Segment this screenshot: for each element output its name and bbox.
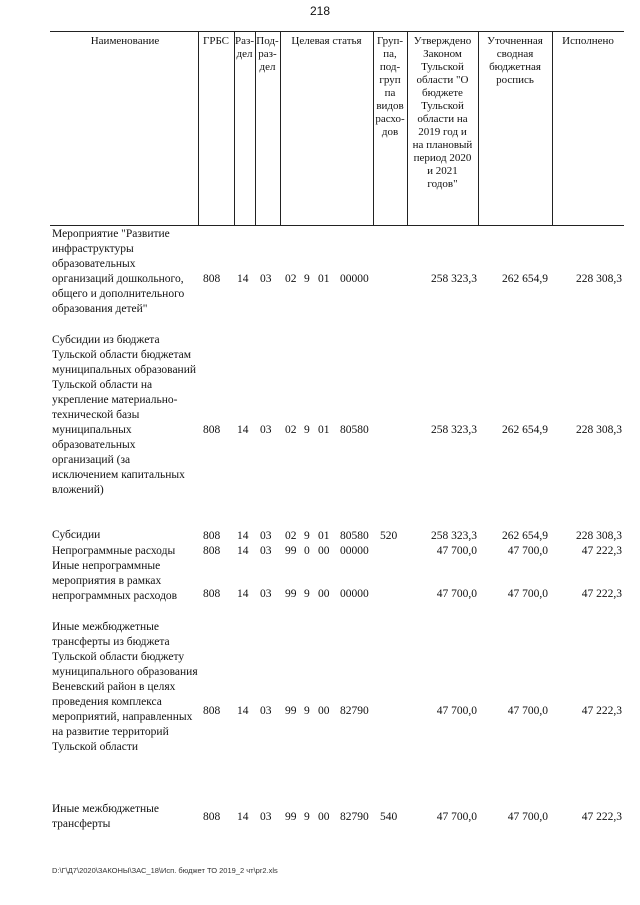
header-razdel: Раз- дел	[234, 35, 254, 60]
row-name: Субсидии	[52, 529, 101, 541]
row-approved: 47 700,0	[436, 811, 477, 823]
row-target-4: 00000	[340, 588, 369, 600]
header-expense-group: Груп- па, под- груп па видов расхо- дов	[375, 35, 405, 138]
row-grbs: 808	[203, 530, 221, 542]
row-target-4: 80580	[340, 530, 369, 542]
row-executed: 47 222,3	[581, 588, 622, 600]
row-target-3: 00	[318, 705, 330, 717]
row-refined: 47 700,0	[507, 588, 548, 600]
header-name: Наименование	[90, 35, 160, 47]
row-razdel: 14	[237, 545, 249, 557]
row-podrazdel: 03	[260, 273, 272, 285]
row-refined: 47 700,0	[507, 705, 548, 717]
header-bottom-rule	[50, 225, 624, 226]
row-name: Непрограммные расходы	[52, 545, 176, 557]
row-grbs: 808	[203, 811, 221, 823]
row-refined: 262 654,9	[502, 273, 548, 285]
header-refined: Уточненная сводная бюджетная роспись	[487, 35, 543, 86]
header-grbs: ГРБС	[202, 35, 230, 47]
row-razdel: 14	[237, 424, 249, 436]
row-executed: 228 308,3	[576, 273, 622, 285]
row-razdel: 14	[237, 530, 249, 542]
row-target-2: 9	[304, 811, 310, 823]
row-target-1: 99	[285, 545, 297, 557]
row-target-3: 01	[318, 530, 330, 542]
column-divider	[552, 31, 553, 226]
row-target-1: 02	[285, 273, 297, 285]
row-target-1: 02	[285, 530, 297, 542]
row-grbs: 808	[203, 705, 221, 717]
row-group: 540	[380, 811, 398, 823]
header-executed: Исполнено	[562, 35, 614, 47]
row-target-3: 00	[318, 811, 330, 823]
row-grbs: 808	[203, 545, 221, 557]
row-target-4: 80580	[340, 424, 369, 436]
header-podrazdel: Под- раз- дел	[256, 35, 279, 73]
row-approved: 258 323,3	[431, 273, 477, 285]
row-grbs: 808	[203, 424, 221, 436]
row-podrazdel: 03	[260, 424, 272, 436]
row-target-3: 01	[318, 424, 330, 436]
row-target-2: 9	[304, 588, 310, 600]
row-target-4: 82790	[340, 705, 369, 717]
row-target-2: 9	[304, 273, 310, 285]
row-grbs: 808	[203, 588, 221, 600]
row-podrazdel: 03	[260, 530, 272, 542]
row-razdel: 14	[237, 273, 249, 285]
row-approved: 258 323,3	[431, 530, 477, 542]
row-executed: 47 222,3	[581, 705, 622, 717]
row-executed: 228 308,3	[576, 530, 622, 542]
row-target-4: 00000	[340, 545, 369, 557]
row-target-4: 00000	[340, 273, 369, 285]
row-target-1: 99	[285, 588, 297, 600]
row-target-2: 9	[304, 424, 310, 436]
row-podrazdel: 03	[260, 545, 272, 557]
row-target-3: 01	[318, 273, 330, 285]
header-approved: Утверждено Законом Тульской области "О бюджете Тульской области на 2019 год и на плановый период 2020 и 2021 годов"	[412, 35, 473, 190]
row-refined: 47 700,0	[507, 545, 548, 557]
row-grbs: 808	[203, 273, 221, 285]
row-name: Иные непрограммные мероприятия в рамках непрограммных расходов	[52, 560, 178, 602]
row-approved: 47 700,0	[436, 545, 477, 557]
row-target-3: 00	[318, 545, 330, 557]
row-refined: 262 654,9	[502, 424, 548, 436]
row-target-3: 00	[318, 588, 330, 600]
row-target-1: 02	[285, 424, 297, 436]
row-target-2: 0	[304, 545, 310, 557]
row-podrazdel: 03	[260, 588, 272, 600]
row-approved: 258 323,3	[431, 424, 477, 436]
row-razdel: 14	[237, 811, 249, 823]
row-refined: 262 654,9	[502, 530, 548, 542]
header-top-rule	[50, 31, 624, 32]
row-refined: 47 700,0	[507, 811, 548, 823]
row-target-4: 82790	[340, 811, 369, 823]
column-divider	[198, 31, 199, 226]
row-name: Мероприятие "Развитие инфраструктуры образовательных организаций дошкольного, общего и дополнительного образования детей"	[52, 228, 185, 315]
row-razdel: 14	[237, 588, 249, 600]
header-target-article: Целевая статья	[291, 35, 362, 47]
row-group: 520	[380, 530, 398, 542]
row-podrazdel: 03	[260, 811, 272, 823]
row-executed: 228 308,3	[576, 424, 622, 436]
page-number: 218	[309, 4, 331, 18]
row-podrazdel: 03	[260, 705, 272, 717]
row-target-1: 99	[285, 705, 297, 717]
row-approved: 47 700,0	[436, 588, 477, 600]
row-executed: 47 222,3	[581, 811, 622, 823]
column-divider	[280, 31, 281, 226]
row-target-2: 9	[304, 530, 310, 542]
row-name: Иные межбюджетные трансферты	[52, 803, 159, 830]
row-target-1: 99	[285, 811, 297, 823]
row-razdel: 14	[237, 705, 249, 717]
row-name: Субсидии из бюджета Тульской области бюджетам муниципальных образований Тульской области на укрепление материально-технической базы муниципальных образовательных организаций (за исключением капитальных вложений)	[52, 334, 197, 496]
row-name: Иные межбюджетные трансферты из бюджета Тульской области бюджету муниципального образования Веневский район в целях проведения комплекса мероприятий, направленных на развитие территорий Тульской области	[52, 621, 198, 753]
row-executed: 47 222,3	[581, 545, 622, 557]
row-target-2: 9	[304, 705, 310, 717]
row-approved: 47 700,0	[436, 705, 477, 717]
file-path-footer: D:\Г\Д7\2020\ЗАКОНЫ\ЗАС_18\Исп. бюджет ТО 2019_2 чт\pr2.xls	[52, 866, 278, 875]
